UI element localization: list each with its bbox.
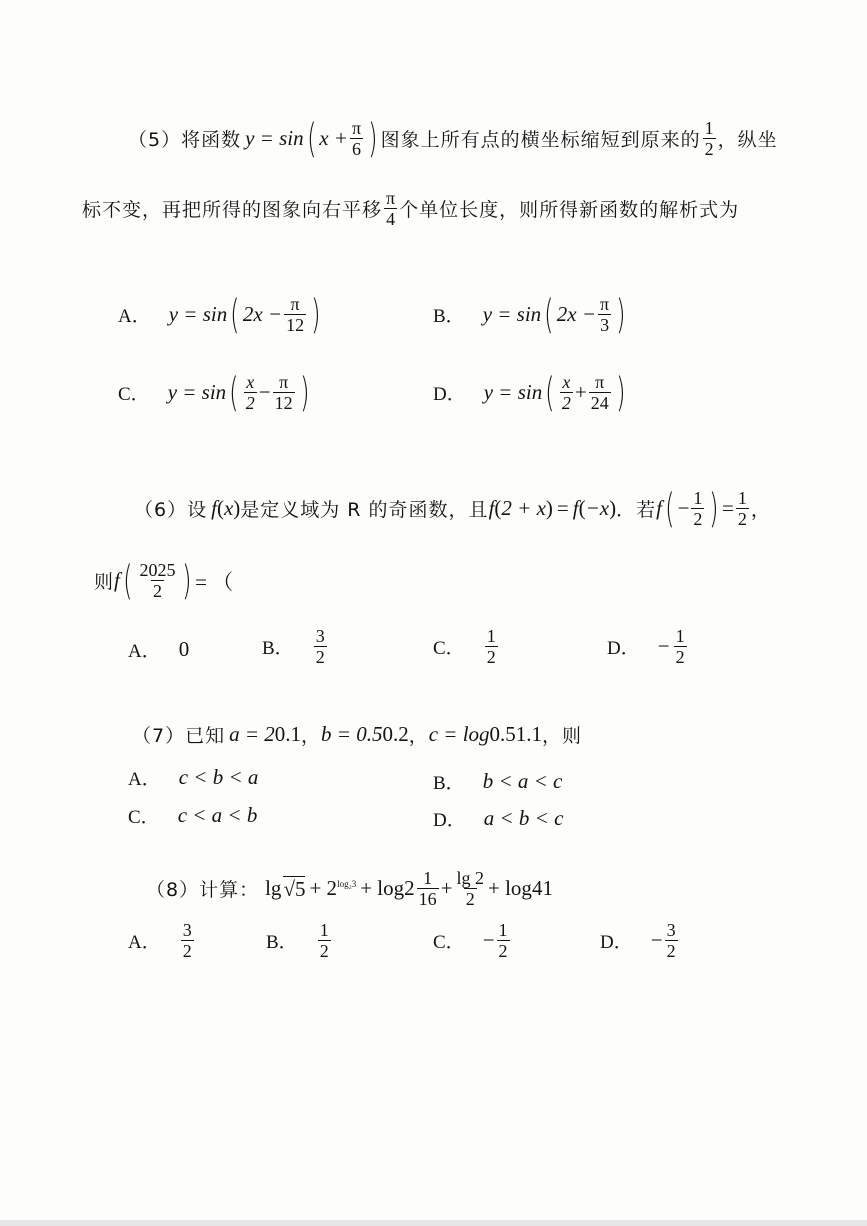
q8-option-c[interactable]: C． − $\frac{1}{2}$: [433, 920, 508, 961]
q8-option-a[interactable]: A． $\frac{3}{2}$: [128, 920, 192, 961]
q5-tail: ，纵坐: [717, 129, 778, 151]
q5-option-a[interactable]: A． y = sin ( 2x − $\frac{\pi}{12}$ ): [118, 291, 321, 338]
q6-line2: 则 f ( $\frac{2025}{2}$ ) = （: [94, 557, 234, 604]
q5-line2a: 标不变，再把所得的图象向右平移: [82, 199, 383, 221]
q6-option-d[interactable]: D． − $\frac{1}{2}$: [607, 626, 685, 667]
q5-line1: [128, 115, 778, 162]
option-label: B．: [262, 638, 294, 659]
option-label: C．: [433, 932, 465, 953]
q6-option-c[interactable]: C． $\frac{1}{2}$: [433, 626, 496, 667]
q7-option-b[interactable]: B． b < a < c: [433, 769, 563, 794]
q5-option-d[interactable]: D． y = sin ( $\frac{x}{2}$ + $\frac{\pi}{24}$ ): [433, 369, 626, 416]
q5-inner-x: x +: [319, 126, 348, 150]
option-label: A．: [128, 769, 161, 790]
q5-option-b[interactable]: B． y = sin ( 2x − $\frac{\pi}{3}$ ): [433, 291, 626, 338]
option-label: A．: [128, 641, 161, 662]
q6-line1: （6）设 f ( x ) 是定义域为 R 的奇函数，且 f ( 2 + x ) = f ( −x ) ．若 f ( − $\frac{1}{2}$ ) = $\frac{1}{2}$ ，: [134, 485, 771, 532]
q5-mid: 图象上所有点的横坐标缩短到原来的: [380, 129, 701, 151]
option-label: A．: [118, 306, 151, 327]
q5-prefix: （5）将函数: [128, 129, 242, 151]
option-label: D．: [600, 932, 633, 953]
q7-line: （7）已知 a = 2 0.1 ， b = 0.5 0.2 ， c = log 0.5 1.1 ，则: [132, 722, 583, 747]
q8-option-d[interactable]: D． − $\frac{3}{2}$: [600, 920, 676, 961]
q8-option-b[interactable]: B． $\frac{1}{2}$: [266, 920, 329, 961]
q7-option-c[interactable]: C． c < a < b: [128, 803, 258, 828]
left-paren: (: [306, 115, 317, 162]
q5-line2: [82, 188, 739, 229]
q5-one-half: $\frac{1}{2}$: [704, 118, 714, 159]
q8-line: （8）计算： lg √5 + 2 $^{log_23}$ + log 2 $\frac{1}{16}$ + $\frac{\lg 2}{2}$ + log 4 1: [146, 868, 553, 909]
option-label: B．: [433, 306, 465, 327]
q7-option-d[interactable]: D． a < b < c: [433, 806, 564, 831]
q5-pi-over-6: $\frac{\pi}{6}$: [351, 118, 362, 159]
option-label: D．: [433, 384, 466, 405]
option-label: B．: [266, 932, 298, 953]
option-label: C．: [118, 384, 150, 405]
option-label: A．: [128, 932, 161, 953]
q6-option-b[interactable]: B． $\frac{3}{2}$: [262, 626, 325, 667]
q5-func: y = sin: [245, 126, 304, 150]
option-label: C．: [128, 807, 160, 828]
right-paren: ): [368, 115, 378, 162]
q5-option-c[interactable]: C． y = sin ( $\frac{x}{2}$ − $\frac{\pi}{12}$ ): [118, 369, 310, 416]
q6-mid1: 是定义域为 R 的奇函数，且: [240, 499, 489, 521]
option-label: D．: [607, 638, 640, 659]
option-label: D．: [433, 810, 466, 831]
q5-pi-over-4: $\frac{\pi}{4}$: [386, 188, 396, 229]
q5-line2b: 个单位长度，则所得新函数的解析式为: [399, 199, 740, 221]
q6-option-a[interactable]: A． 0: [128, 637, 190, 662]
option-label: B．: [433, 773, 465, 794]
q7-option-a[interactable]: A． c < b < a: [128, 765, 259, 790]
scan-edge: [0, 1220, 867, 1226]
q6-prefix: （6）设: [134, 499, 208, 521]
option-label: C．: [433, 638, 465, 659]
